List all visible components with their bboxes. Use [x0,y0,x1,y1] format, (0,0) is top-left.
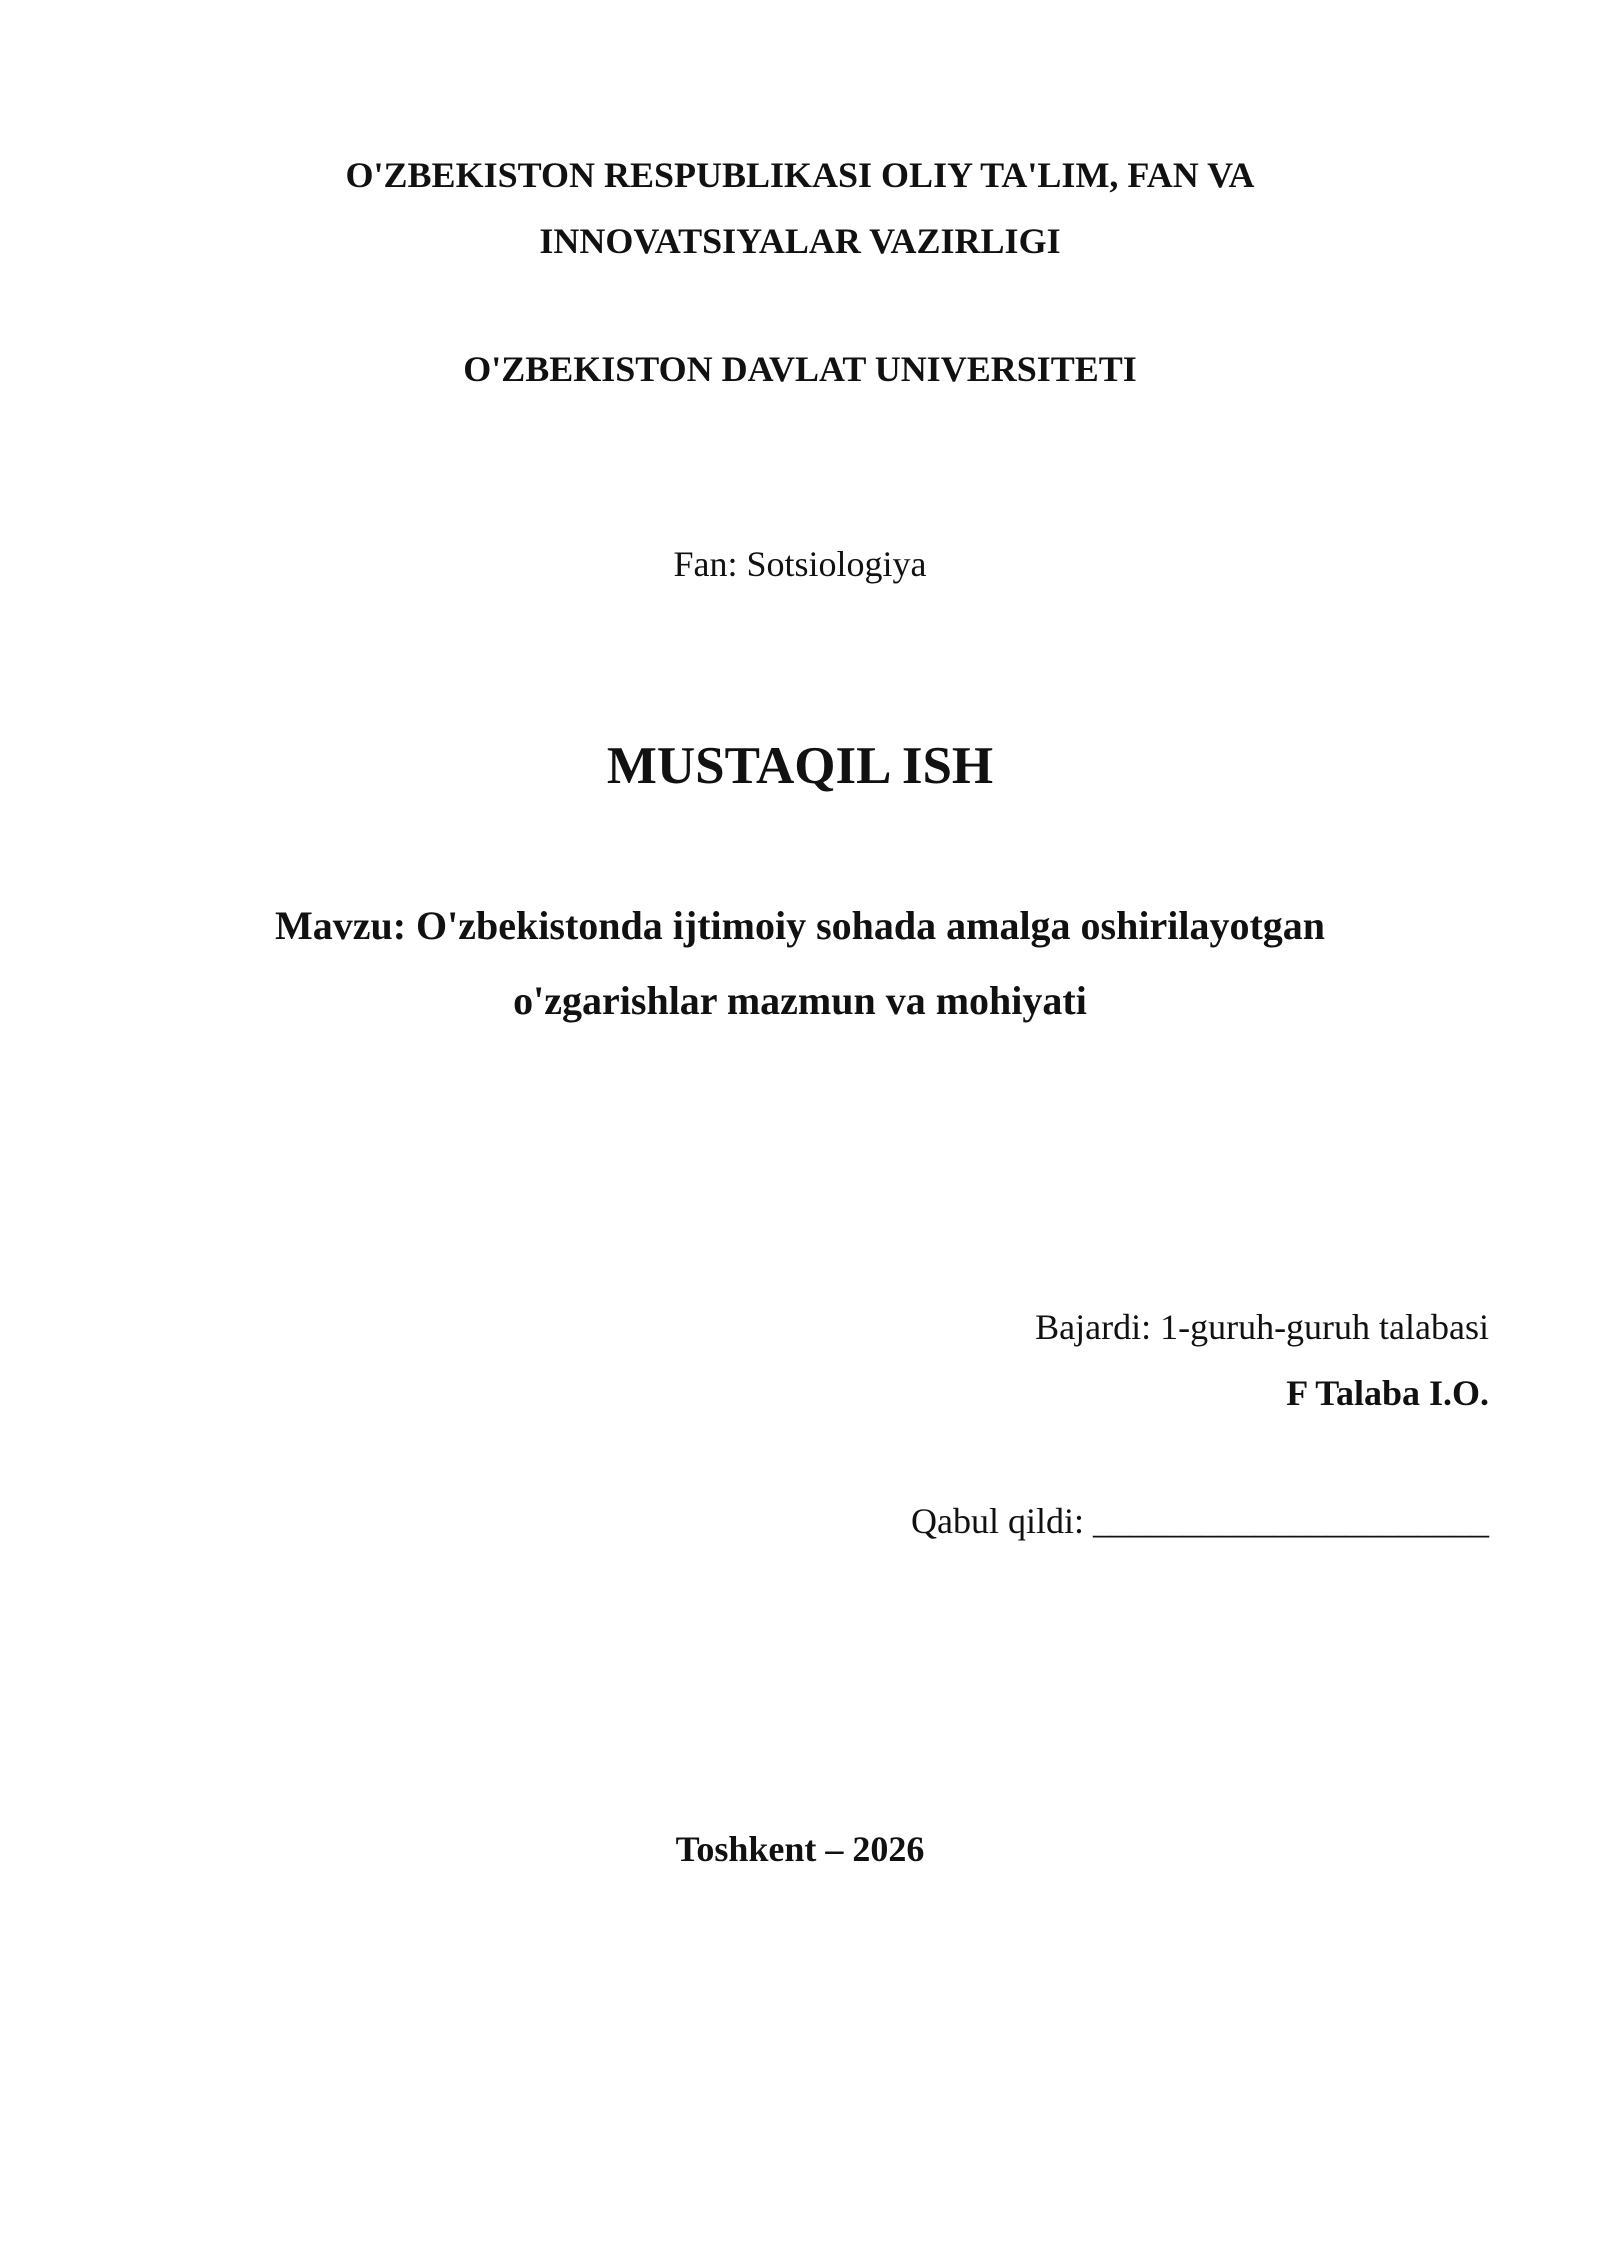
topic-line1: Mavzu: O'zbekistonda ijtimoiy sohada amalga oshirilayotgan [274,903,1326,948]
ministry-name-line2: INNOVATSIYALAR VAZIRLIGI [539,221,1061,261]
document-title: MUSTAQIL ISH [606,737,994,795]
ministry-name [0,142,1600,274]
student-name: F Talaba I.O. [1286,1373,1489,1413]
accepted-by-line: Qabul qildi: ______________________ [911,1501,1489,1541]
topic-line2: o'zgarishlar mazmun va mohiyati [513,978,1087,1023]
subject-line: Fan: Sotsiologiya [673,544,927,584]
university-name: O'ZBEKISTON DAVLAT UNIVERSITETI [463,349,1137,389]
performer-label: Bajardi: 1-guruh-guruh talabasi [1035,1307,1489,1347]
city-year: Toshkent – 2026 [675,1829,925,1869]
ministry-name-line1: O'ZBEKISTON RESPUBLIKASI OLIY TA'LIM, FAN VA [345,155,1255,195]
topic-block [0,888,1600,1038]
